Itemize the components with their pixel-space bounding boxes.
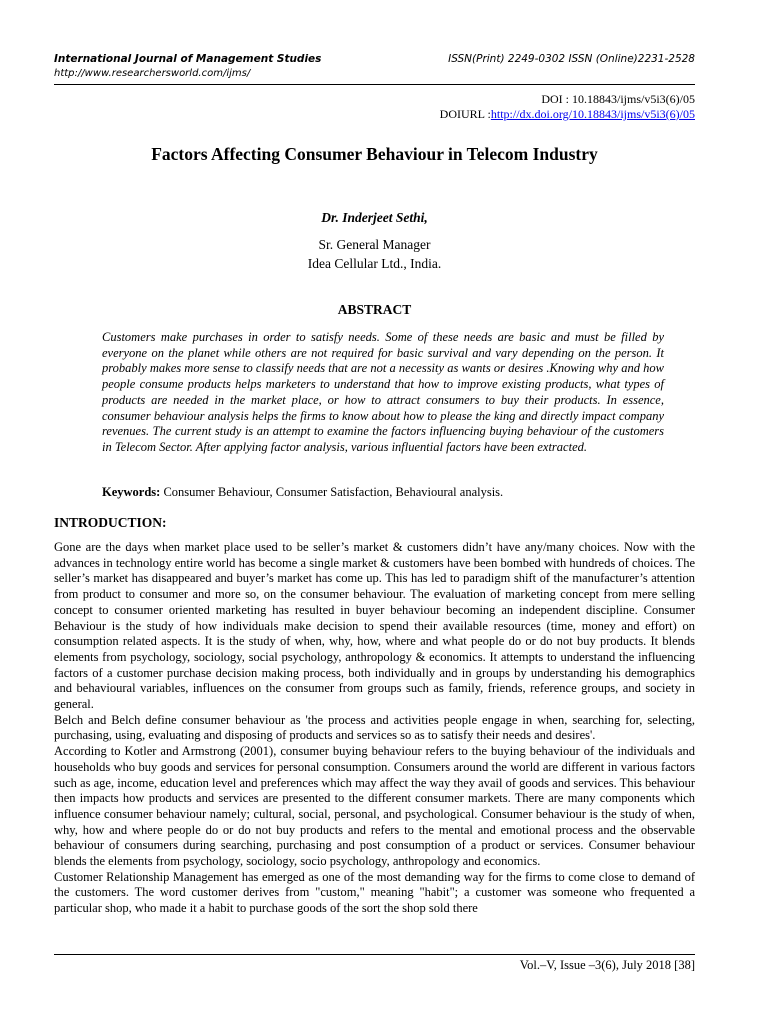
- footer-divider: [54, 954, 695, 955]
- footer-volume-page: Vol.–V, Issue –3(6), July 2018 [38]: [519, 958, 695, 972]
- intro-paragraph: Customer Relationship Management has emerged as one of the most demanding way for the firms to come close to demand of the customers. The word customer derives from "custom," meaning "habit"; a customer was someone who frequented a particular shop, who made it a habit to purchase goods of the sort the shop sold there: [54, 869, 695, 916]
- intro-paragraph: According to Kotler and Armstrong (2001), consumer buying behaviour refers to the buying behaviour of the individuals and households who buy goods and services for personal consumption. Consumers around the world are different in various factors such as age, income, education level and preferences which may affect the way they avail of goods and services. This behaviour then impacts how products and services are presented to the different consumer markets. There are many components which influence consumer behaviour namely; cultural, social, personal, and psychological. Consumer behaviour is the study of when, why, how and where people do or do not buy products and refers to the mental and emotional process and the observable behaviour of consumers during searching, purchasing and post consumption of a product or services. Consumer behaviour blends the elements from psychology, sociology, socio psychology, anthropology and economics.: [54, 744, 695, 869]
- keywords-line: [102, 485, 664, 500]
- intro-paragraph: Belch and Belch define consumer behaviour as 'the process and activities people engage in when, searching for, selecting, purchasing, using, evaluating and disposing of products and services so as to satisfy their needs and desires'.: [54, 712, 695, 743]
- author-block: [54, 208, 695, 273]
- doi-text: DOI : 10.18843/ijms/v5i3(6)/05: [541, 92, 695, 106]
- journal-issn: ISSN(Print) 2249-0302 ISSN (Online)2231-2528: [448, 53, 695, 65]
- header-divider: [54, 84, 695, 85]
- keywords-text: Consumer Behaviour, Consumer Satisfaction, Behavioural analysis.: [163, 485, 504, 499]
- introduction-heading: INTRODUCTION:: [54, 515, 167, 530]
- author-affiliation: Idea Cellular Ltd., India.: [307, 256, 442, 271]
- journal-name: International Journal of Management Studies: [54, 53, 322, 65]
- introduction-body: [54, 540, 695, 917]
- abstract-body: Customers make purchases in order to satisfy needs. Some of these needs are basic and must be filled by everyone on the planet while others are not required for basic survival and vary depending on the person. It probably makes more sense to classify needs that are not a necessity as wants or desires .Knowing why and how people consume products helps marketers to understand that how to improve existing products, what types of products are needed in the market place, or how to attract consumers to buy their products. In essence, consumer behaviour analysis helps the firms to know about how to please the king and directly impact company revenues. The current study is an attempt to examine the factors influencing buying behaviour of the customers in Telecom Sector. After applying factor analysis, various influential factors have been extracted.: [102, 330, 664, 454]
- paper-title: Factors Affecting Consumer Behaviour in Telecom Industry: [151, 144, 598, 164]
- keywords-label: Keywords:: [102, 485, 161, 499]
- doi-link[interactable]: http://dx.doi.org/10.18843/ijms/v5i3(6)/05: [490, 107, 695, 121]
- author-name: Dr. Inderjeet Sethi,: [321, 210, 428, 225]
- doi-url-line: [440, 107, 695, 122]
- intro-paragraph: Gone are the days when market place used to be seller’s market & customers didn’t have any/many choices. Now with the advances in technology entire world has become a single market & customers have been bombed with hundreds of choices. The seller’s market has disappeared and buyer’s market has come up. This has led to paradigm shift of the manufacturer’s attention from product to consumer and more so, on the consumer behaviour. The evaluation of marketing concept from mere selling concept to consumer oriented marketing has resulted in buyer behaviour becoming an independent discipline. Consumer Behaviour is the study of how individuals make decision to spend their available resources (time, money and effort) on consumption related aspects. It is the study of when, why, how, where and what people do or do not buy products. It blends elements from psychology, sociology, social psychology, anthropology & economics. It attempts to understand the influencing factors of a customer purchase decision making process, both individually and in groups by understanding his demographics and behavioural variables, influences on the consumer from groups such as family, friends, reference groups, and society in general.: [54, 540, 695, 712]
- journal-url: http://www.researchersworld.com/ijms/: [54, 68, 251, 79]
- doi-url-label: DOIURL :: [439, 107, 491, 121]
- journal-header: [54, 53, 695, 65]
- doi-block: [440, 92, 695, 122]
- author-position: Sr. General Manager: [318, 237, 431, 252]
- abstract-heading: ABSTRACT: [337, 302, 412, 317]
